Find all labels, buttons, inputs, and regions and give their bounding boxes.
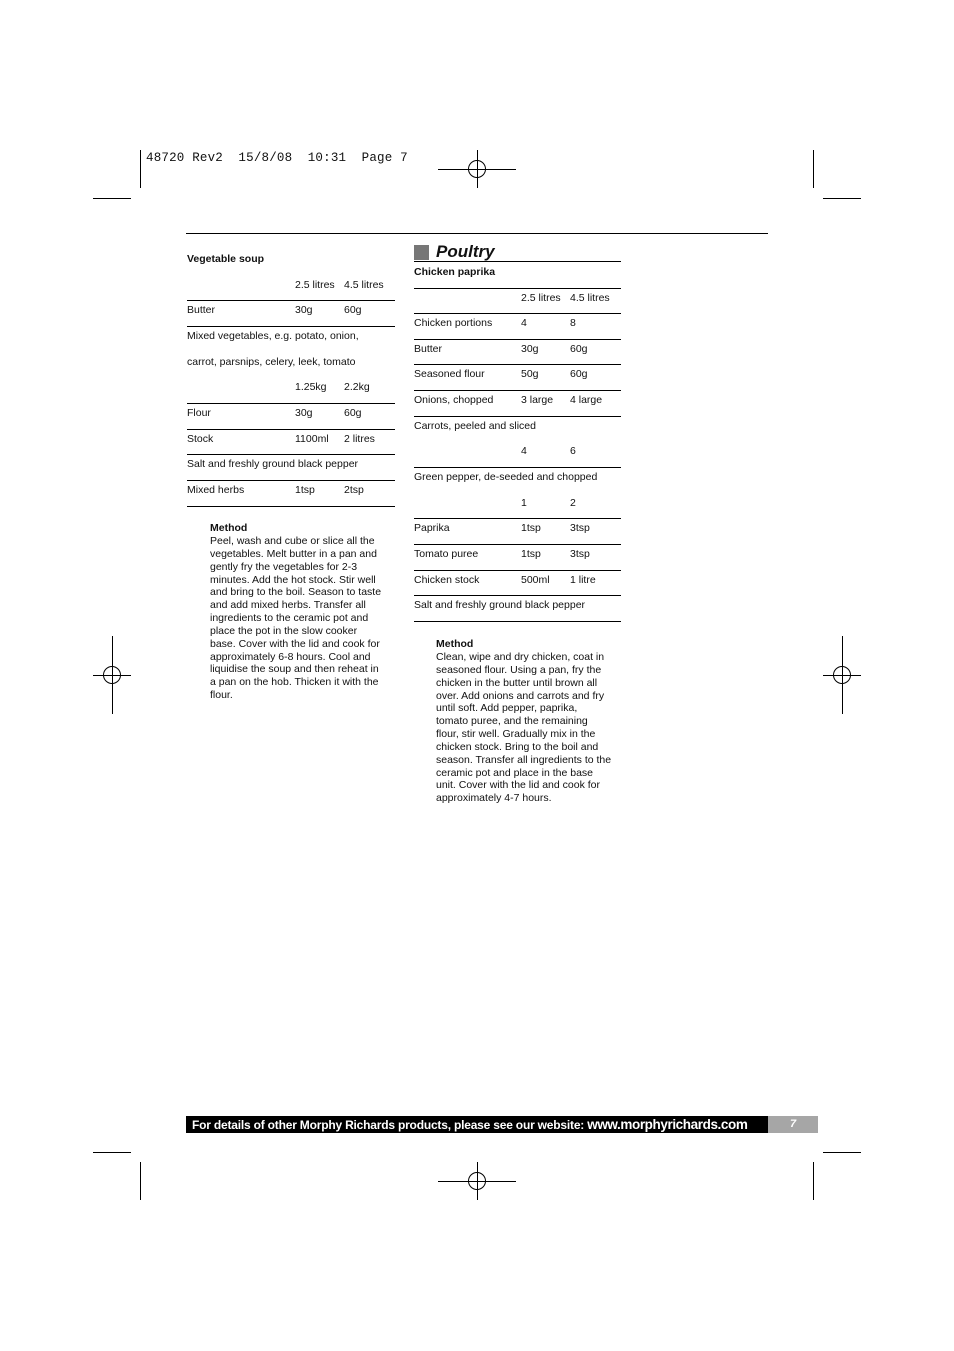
table-row: Paprika 1tsp 3tsp <box>414 522 590 534</box>
table-row: Mixed vegetables, e.g. potato, onion, <box>187 330 359 342</box>
section-heading-poultry: Poultry <box>414 242 495 262</box>
table-rule <box>414 467 621 468</box>
registration-mark-right <box>823 636 861 714</box>
table-rule <box>187 480 395 481</box>
table-row: Carrots, peeled and sliced <box>414 420 536 432</box>
table-row: Onions, chopped 3 large 4 large <box>414 394 603 406</box>
table-row: Mixed herbs 1tsp 2tsp <box>187 484 364 496</box>
table-header-row <box>187 279 395 293</box>
crop-mark <box>813 1162 814 1200</box>
table-rule <box>414 313 621 314</box>
print-slug: 48720 Rev2 15/8/08 10:31 Page 7 <box>146 151 408 165</box>
table-header-row <box>414 292 621 306</box>
table-rule <box>414 416 621 417</box>
crop-mark <box>813 150 814 188</box>
table-row: 1 2 <box>521 497 576 509</box>
table-rule <box>414 390 621 391</box>
table-rule <box>187 429 395 430</box>
section-marker-icon <box>414 245 429 260</box>
footer-text: For details of other Morphy Richards products, please see our website: <box>192 1118 588 1132</box>
table-row: Salt and freshly ground black pepper <box>187 458 359 470</box>
table-rule <box>414 518 621 519</box>
crop-mark <box>93 198 131 199</box>
header-rule <box>186 233 768 234</box>
crop-mark <box>140 1162 141 1200</box>
table-row: Butter 30g 60g <box>187 304 362 316</box>
method-heading: Method <box>436 638 474 650</box>
column-header: 2.5 litres <box>295 279 335 291</box>
website-link[interactable]: www.morphyrichards.com <box>587 1117 748 1132</box>
table-row: Seasoned flour 50g 60g <box>414 368 588 380</box>
registration-mark-top <box>438 150 516 188</box>
method-heading: Method <box>210 522 248 534</box>
recipe-title-vegetable-soup: Vegetable soup <box>187 253 265 265</box>
table-row: Salt and freshly ground black pepper <box>414 599 586 611</box>
table-row: Chicken stock 500ml 1 litre <box>414 574 596 586</box>
table-row: Tomato puree 1tsp 3tsp <box>414 548 590 560</box>
crop-mark <box>140 150 141 188</box>
table-rule <box>187 454 395 455</box>
registration-mark-bottom <box>438 1162 516 1200</box>
table-row: Flour 30g 60g <box>187 407 362 419</box>
method-text-chicken-paprika: Clean, wipe and dry chicken, coat in seasoned flour. Using a pan, fry the chicken in the butter until brown all over. Add onions and carrots and fry until soft. Add pepper, paprika, tomato puree, and the remaining flour, stir well. Gradually mix in the chicken stock. Bring to the boil and season. Transfer all ingredients to the ceramic pot and place in the base unit. Cover with the lid and cook for approximately 4-7 hours. <box>436 651 612 805</box>
table-row: Green pepper, de-seeded and chopped <box>414 471 598 483</box>
table-row: Chicken portions 4 8 <box>414 317 576 329</box>
table-rule <box>414 339 621 340</box>
table-rule <box>414 621 621 622</box>
crop-mark <box>93 1152 131 1153</box>
table-rule <box>414 364 621 365</box>
method-text-vegetable-soup: Peel, wash and cube or slice all the vegetables. Melt butter in a pan and gently fry the vegetables for 2-3 minutes. Add the hot stock. Stir well and bring to the boil. Season to taste and add mixed herbs. Transfer all ingredients to the ceramic pot and place the pot in the slow cooker base. Cover with the lid and cook for approximately 6-8 hours. Cool and liquidise the soup and then reheat in a pan on the hob. Thicken it with the flour. <box>210 535 382 702</box>
table-rule <box>414 288 621 289</box>
crop-mark <box>823 198 861 199</box>
table-rule <box>414 544 621 545</box>
column-header: 2.5 litres <box>521 292 561 304</box>
section-rule <box>414 261 621 262</box>
footer-bar <box>186 1116 768 1133</box>
crop-mark <box>823 1152 861 1153</box>
column-header: 4.5 litres <box>570 292 610 304</box>
registration-mark-left <box>93 636 131 714</box>
table-row: Stock 1100ml 2 litres <box>187 433 375 445</box>
table-row: 1.25kg 2.2kg <box>295 381 370 393</box>
table-row: carrot, parsnips, celery, leek, tomato <box>187 356 356 368</box>
table-rule <box>187 326 395 327</box>
column-header: 4.5 litres <box>344 279 384 291</box>
table-rule <box>414 595 621 596</box>
page-number: 7 <box>768 1116 818 1133</box>
table-rule <box>187 403 395 404</box>
table-rule <box>187 300 395 301</box>
recipe-title-chicken-paprika: Chicken paprika <box>414 266 496 278</box>
table-row: Butter 30g 60g <box>414 343 588 355</box>
table-rule <box>414 570 621 571</box>
table-row: 4 6 <box>521 445 576 457</box>
table-rule <box>187 506 395 507</box>
